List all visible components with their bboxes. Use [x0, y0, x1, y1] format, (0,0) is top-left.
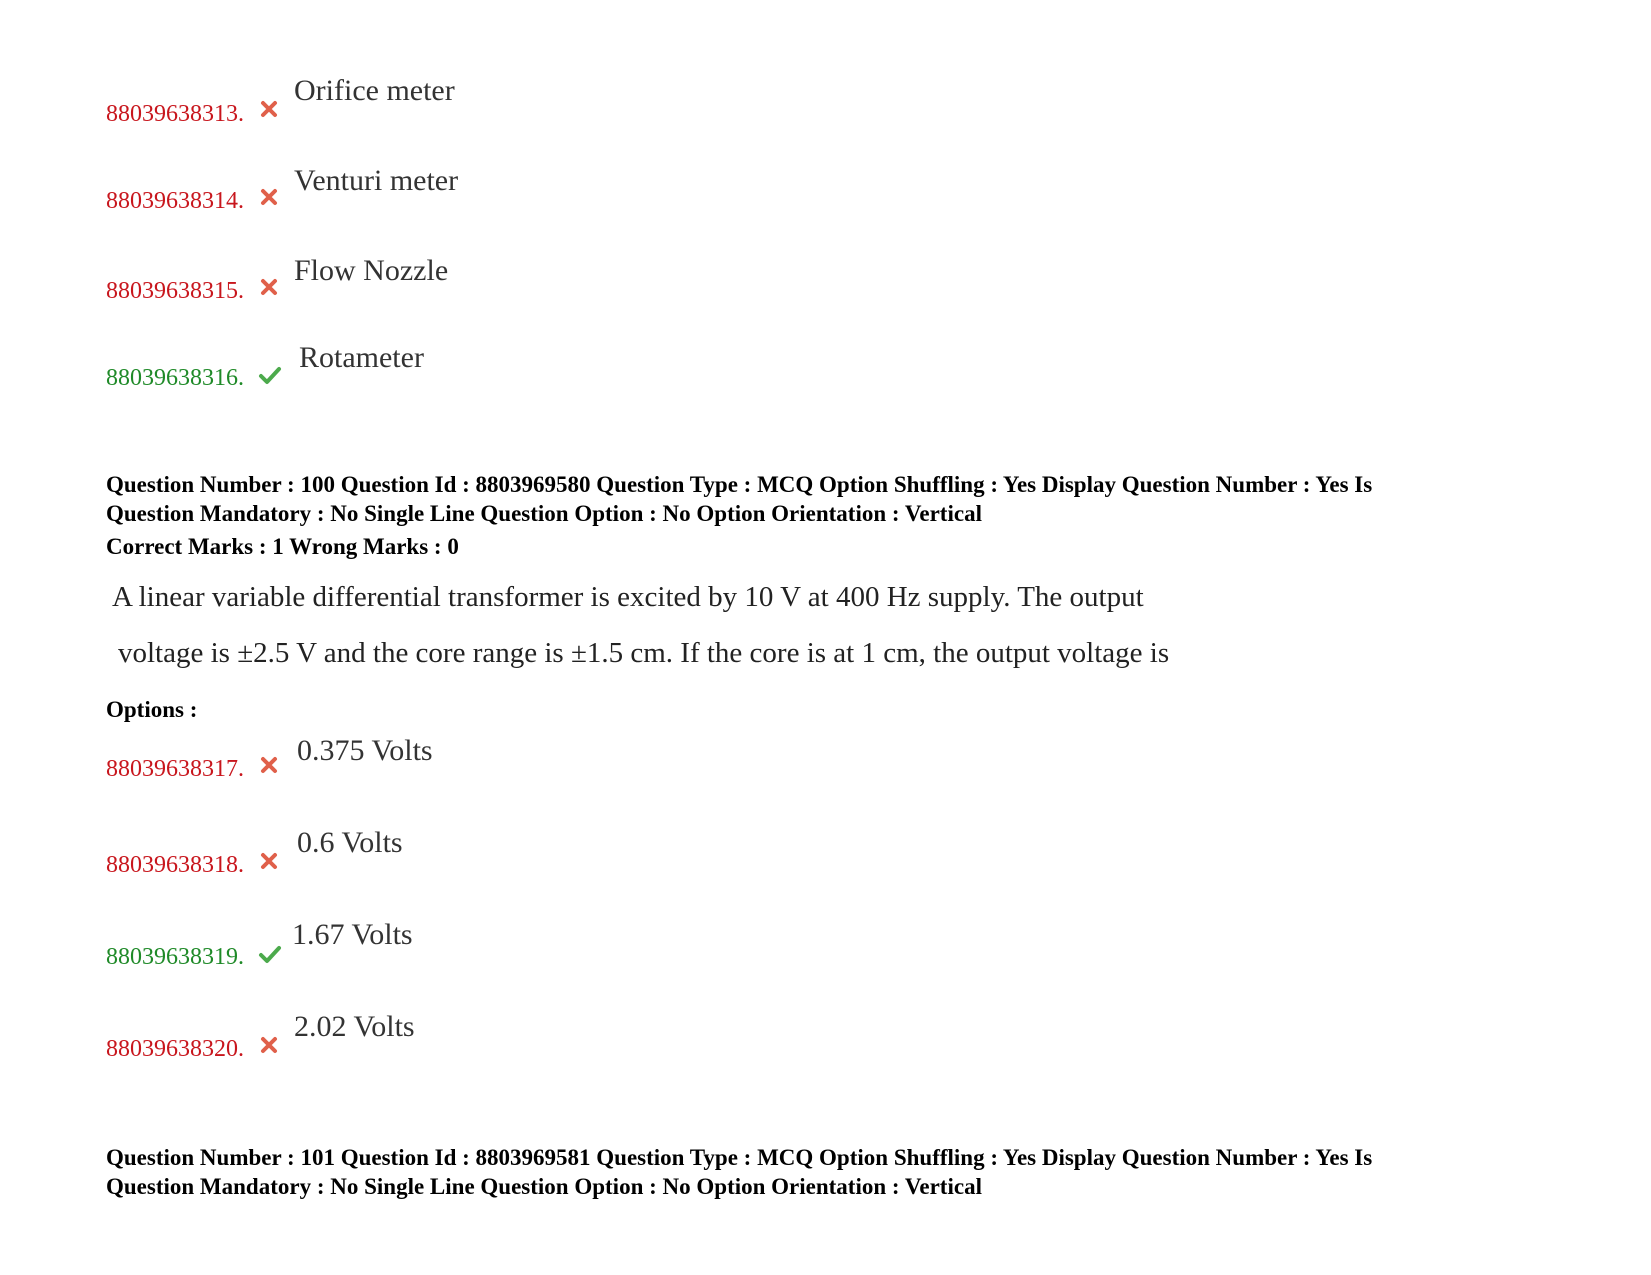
cross-icon — [258, 1034, 280, 1056]
meta-line: Question Mandatory : No Single Line Question Option : No Option Orientation : Vertical — [106, 1174, 982, 1199]
option-text: Orifice meter — [294, 74, 455, 107]
question-meta — [106, 1143, 1566, 1201]
option-id: 88039638319. — [106, 944, 244, 970]
option-id: 88039638315. — [106, 278, 244, 304]
option-text: 0.6 Volts — [297, 826, 403, 859]
option-id: 88039638317. — [106, 756, 244, 782]
cross-icon — [258, 276, 280, 298]
cross-icon — [258, 186, 280, 208]
option-text: 1.67 Volts — [292, 918, 413, 951]
meta-line: Question Number : 101 Question Id : 8803969581 Question Type : MCQ Option Shuffling : Yes Display Question Number : Yes Is — [106, 1145, 1373, 1170]
marks-line: Correct Marks : 1 Wrong Marks : 0 — [106, 534, 459, 559]
cross-icon — [258, 98, 280, 120]
option-text: Flow Nozzle — [294, 254, 449, 287]
check-icon — [258, 943, 282, 965]
question-text — [112, 569, 1169, 681]
check-icon — [258, 364, 282, 386]
option-text: Rotameter — [299, 341, 424, 374]
option-id: 88039638316. — [106, 365, 244, 391]
option-text: 0.375 Volts — [297, 734, 433, 767]
meta-line: Question Mandatory : No Single Line Question Option : No Option Orientation : Vertical — [106, 501, 982, 526]
option-id: 88039638314. — [106, 188, 244, 214]
meta-line: Question Number : 100 Question Id : 8803969580 Question Type : MCQ Option Shuffling : Yes Display Question Number : Yes Is — [106, 472, 1373, 497]
cross-icon — [258, 754, 280, 776]
option-text: Venturi meter — [294, 164, 459, 197]
options-label: Options : — [106, 697, 198, 722]
question-line: voltage is ±2.5 V and the core range is ±1.5 cm. If the core is at 1 cm, the output voltage is — [118, 637, 1170, 669]
option-id: 88039638313. — [106, 101, 244, 127]
marks-info — [106, 532, 1566, 561]
question-meta — [106, 470, 1566, 528]
option-text: 2.02 Volts — [294, 1010, 415, 1043]
question-line: A linear variable differential transformer is excited by 10 V at 400 Hz supply. The output — [112, 581, 1144, 613]
cross-icon — [258, 850, 280, 872]
option-id: 88039638320. — [106, 1036, 244, 1062]
option-id: 88039638318. — [106, 852, 244, 878]
